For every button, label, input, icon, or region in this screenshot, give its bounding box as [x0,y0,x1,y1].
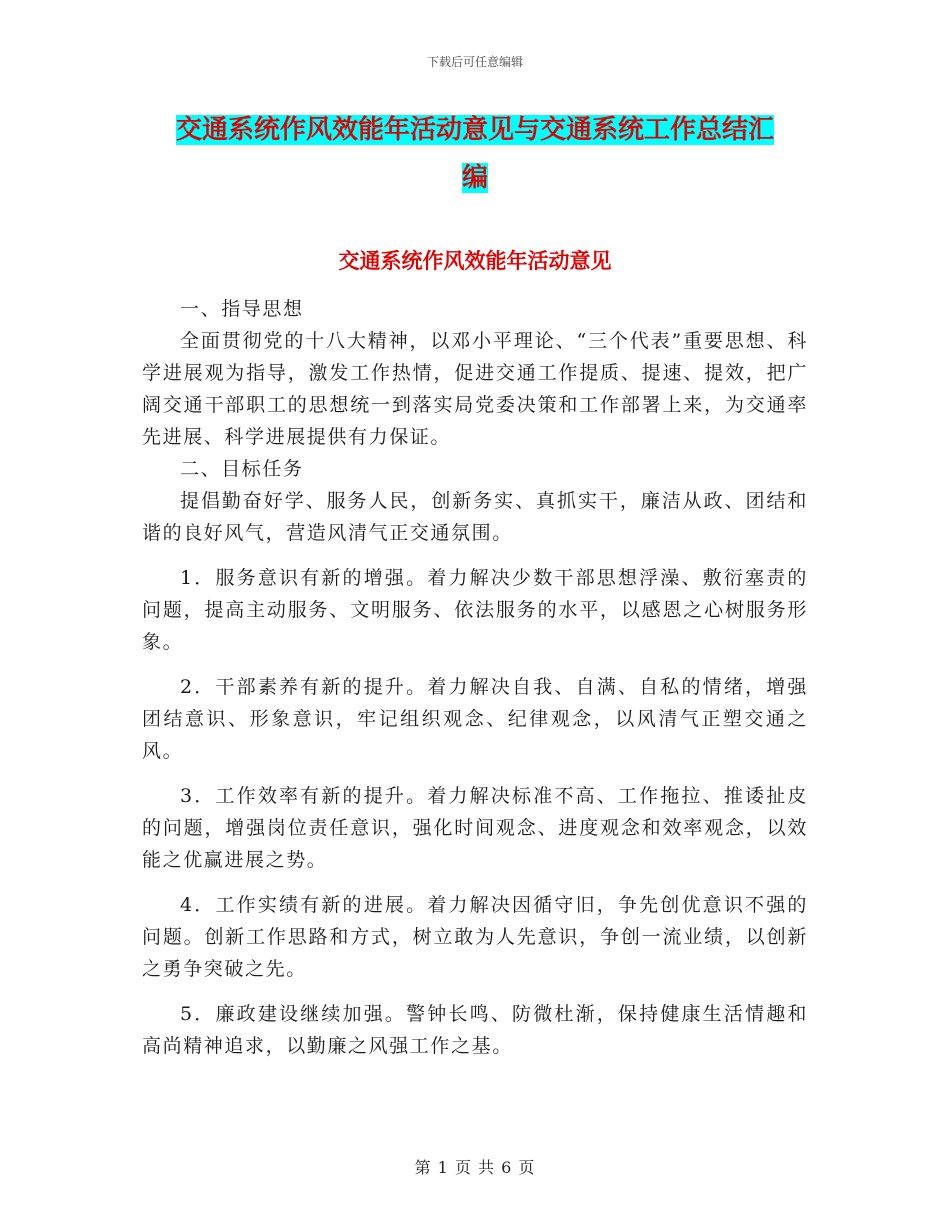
heading-goals: 二、目标任务 [180,458,304,480]
goal-item-3: 3．工作效率有新的提升。着力解决标准不高、工作拖拉、推诿扯皮的问题，增强岗位责任意识，强化时间观念、进度观念和效率观念，以效能之优赢进展之势。 [142,785,808,871]
document-body [142,293,808,1062]
title-line-2: 编 [461,163,488,193]
header-note: 下载后可任意编辑 [426,55,523,69]
goal-item-5: 5．廉政建设继续加强。警钟长鸣、防微杜渐，保持健康生活情趣和高尚精神追求，以勤廉之风强工作之基。 [142,1003,808,1057]
document-title [140,106,810,202]
paragraph-guiding-thought: 全面贯彻党的十八大精神，以邓小平理论、“三个代表”重要思想、科学进展观为指导，激发工作热情，促进交通工作提质、提速、提效，把广阔交通干部职工的思想统一到落实局党委决策和工作部署上来，为交通率先进展、科学进展提供有力保证。 [142,330,808,448]
heading-guiding-thought: 一、指导思想 [180,298,304,320]
title-line-1: 交通系统作风效能年活动意见与交通系统工作总结汇 [175,115,774,145]
paragraph-goals: 提倡勤奋好学、服务人民，创新务实、真抓实干，廉洁从政、团结和谐的良好风气，营造风清气正交通氛围。 [142,490,808,544]
goal-item-2: 2．干部素养有新的提升。着力解决自我、自满、自私的情绪，增强团结意识、形象意识，牢记组织观念、纪律观念，以风清气正塑交通之风。 [142,676,808,762]
section-title: 交通系统作风效能年活动意见 [338,249,612,273]
goal-item-1: 1．服务意识有新的增强。着力解决少数干部思想浮澡、敷衍塞责的问题，提高主动服务、文明服务、依法服务的水平，以感恩之心树服务形象。 [142,567,808,653]
page-number: 第 1 页 共 6 页 [414,1158,536,1177]
goal-item-4: 4．工作实绩有新的进展。着力解决因循守旧，争先创优意识不强的问题。创新工作思路和方式，树立敢为人先意识，争创一流业绩，以创新之勇争突破之先。 [142,894,808,980]
